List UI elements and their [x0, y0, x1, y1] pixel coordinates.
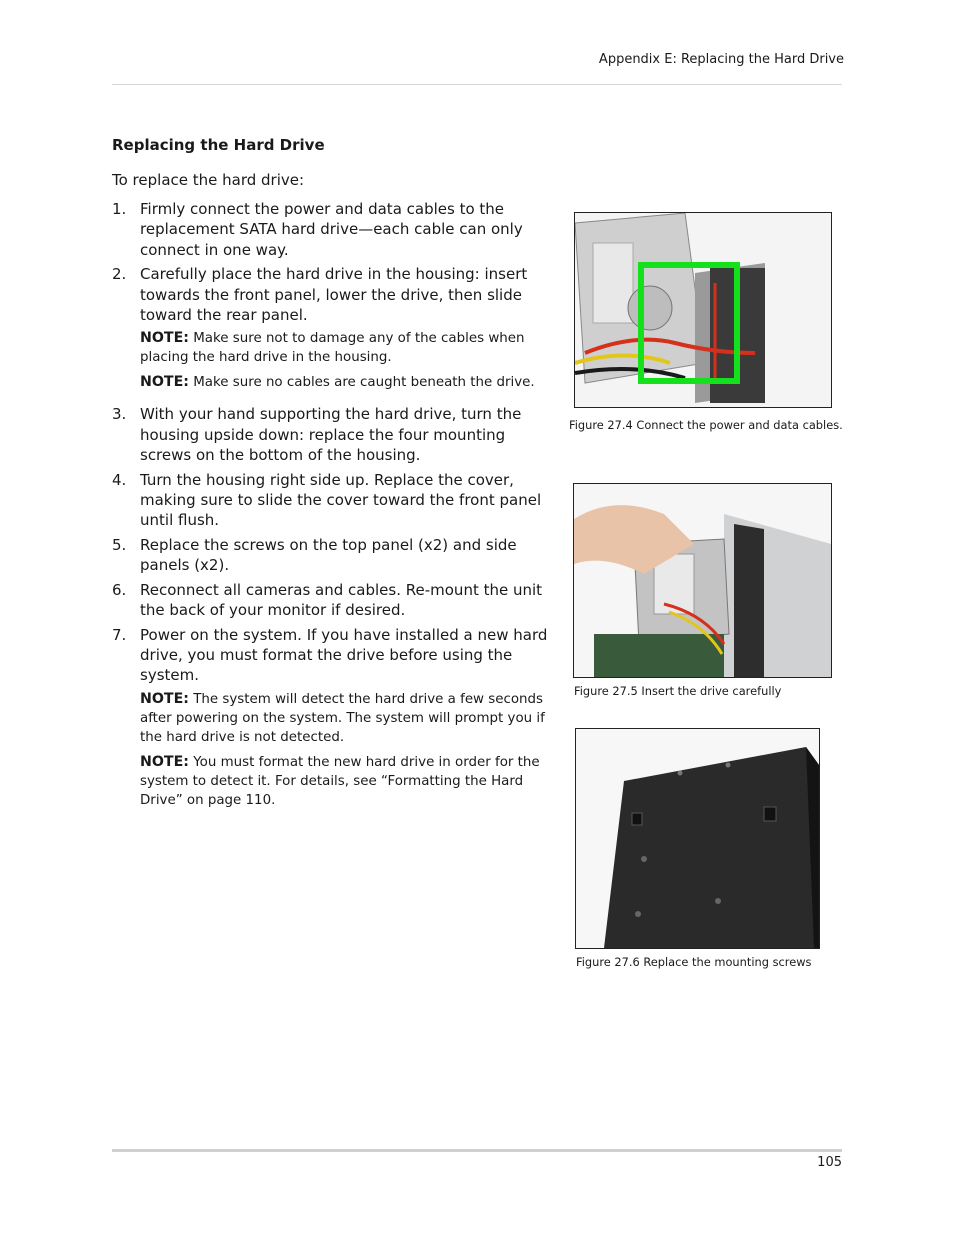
step-number: 2.	[112, 265, 127, 284]
step-7	[112, 625, 552, 810]
step-4	[112, 470, 552, 531]
figure-mounting-screws-photo	[575, 728, 820, 949]
insert-drive-illustration	[574, 484, 831, 677]
step-text: Carefully place the hard drive in the housing: insert towards the front panel, lower the drive, then slide toward the rear panel.	[140, 265, 528, 325]
page-number: 105	[817, 1155, 842, 1170]
note	[140, 690, 552, 747]
note-text: You must format the new hard drive in order for the system to detect it. For details, see “Formatting the Hard Drive” on page 110.	[140, 754, 540, 808]
step-text: Firmly connect the power and data cables to the replacement SATA hard drive—each cable can only connect in one way.	[140, 200, 523, 259]
step-5	[112, 535, 552, 576]
figure-connect-cables-photo	[574, 212, 832, 408]
step-number: 3.	[112, 405, 127, 424]
step-text: Replace the screws on the top panel (x2) and side panels (x2).	[140, 535, 517, 575]
step-text: With your hand supporting the hard drive, turn the housing upside down: replace the four mounting screws on the bottom of the housing.	[140, 405, 522, 465]
step-number: 5.	[112, 535, 127, 554]
footer-divider	[112, 1149, 842, 1152]
intro-text: To replace the hard drive:	[112, 171, 305, 189]
note	[140, 329, 552, 367]
section-title: Replacing the Hard Drive	[112, 136, 325, 154]
note-label: NOTE:	[140, 330, 189, 347]
step-number: 7.	[112, 625, 127, 644]
note-label: NOTE:	[140, 753, 189, 770]
note-label: NOTE:	[140, 690, 189, 707]
step-text: Reconnect all cameras and cables. Re-mount the unit the back of your monitor if desired.	[140, 580, 543, 620]
note-label: NOTE:	[140, 374, 189, 391]
figure-caption: Figure 27.4 Connect the power and data cables.	[569, 418, 843, 432]
step-number: 4.	[112, 470, 127, 489]
steps-list	[112, 199, 552, 816]
step-6	[112, 580, 552, 621]
step-text: Power on the system. If you have installed a new hard drive, you must format the drive before using the system.	[140, 625, 548, 685]
step-1	[112, 199, 552, 260]
header-divider	[112, 84, 842, 85]
note	[140, 373, 552, 392]
figure-caption: Figure 27.5 Insert the drive carefully	[574, 684, 782, 698]
figure-insert-drive-photo	[573, 483, 832, 678]
step-number: 1.	[112, 200, 127, 218]
figure-caption: Figure 27.6 Replace the mounting screws	[576, 955, 812, 969]
step-text: Turn the housing right side up. Replace the cover, making sure to slide the cover toward the front panel until flush.	[140, 470, 542, 530]
step-number: 6.	[112, 580, 127, 599]
running-header: Appendix E: Replacing the Hard Drive	[598, 52, 844, 67]
mounting-screws-illustration	[576, 729, 819, 948]
note	[140, 753, 552, 810]
connect-cables-illustration	[575, 213, 831, 407]
note-text: Make sure no cables are caught beneath the drive.	[193, 375, 535, 391]
step-3	[112, 404, 552, 465]
note-text: Make sure not to damage any of the cables when placing the hard drive in the housing.	[140, 331, 525, 366]
step-2	[112, 264, 552, 392]
note-text: The system will detect the hard drive a few seconds after powering on the system. The system will prompt you if the hard drive is not detected.	[140, 691, 545, 745]
